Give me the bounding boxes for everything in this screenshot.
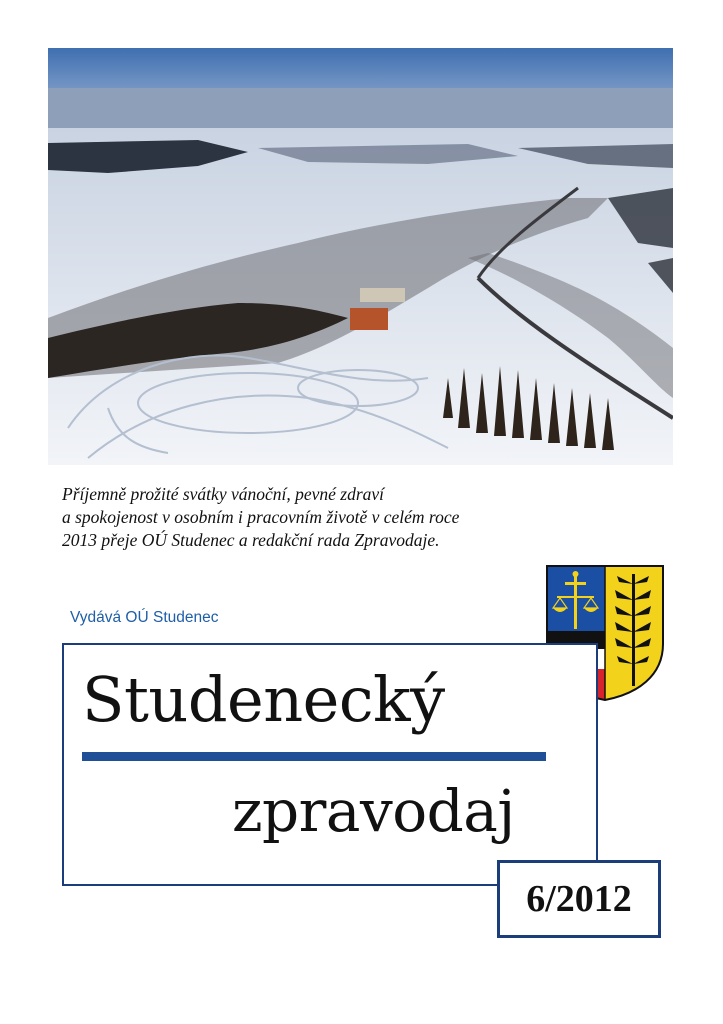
issue-badge [497, 860, 661, 938]
greeting-line: 2013 přeje OÚ Studenec a redakční rada Zpravodaje. [62, 530, 440, 550]
publisher-label: Vydává OÚ Studenec [70, 609, 219, 626]
issue-number: 6/2012 [526, 878, 632, 920]
greeting-message [62, 483, 582, 552]
greeting-line: a spokojenost v osobním i pracovním životě v celém roce [62, 507, 460, 527]
greeting-line: Příjemně prožité svátky vánoční, pevné zdraví [62, 484, 385, 504]
title-divider [82, 752, 546, 761]
cover-photo [48, 48, 673, 465]
title-main: Studenecký [82, 663, 445, 736]
winter-landscape-image [48, 48, 673, 465]
title-sub: zpravodaj [232, 777, 515, 845]
